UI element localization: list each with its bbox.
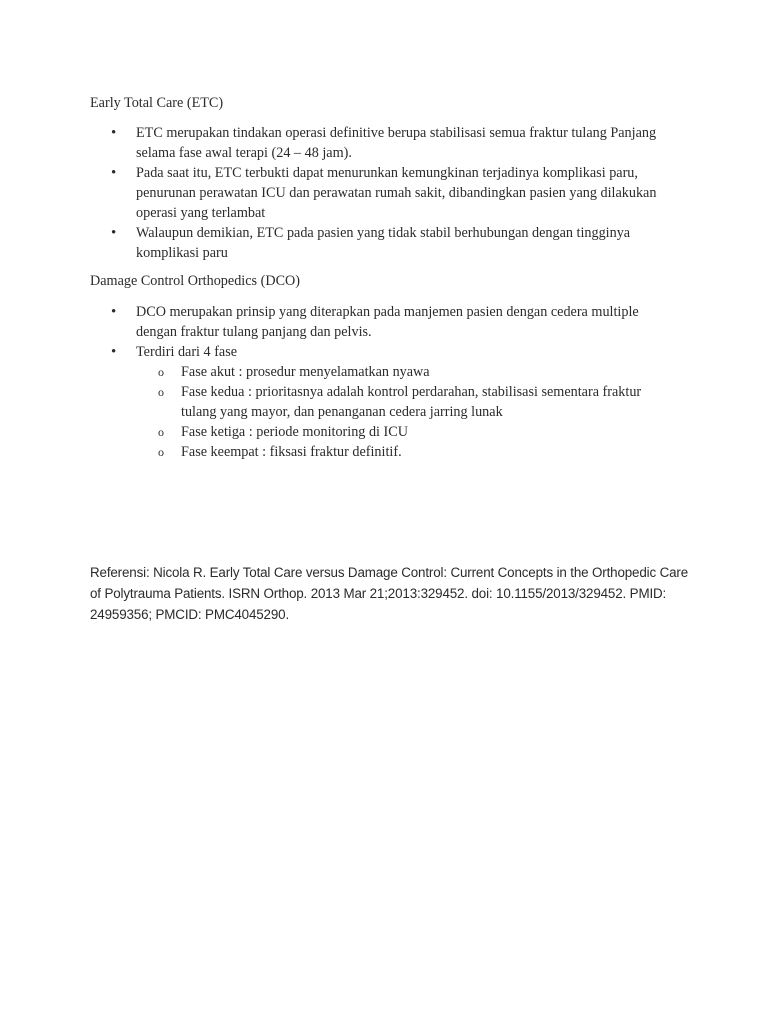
etc-bullet-list xyxy=(90,123,680,263)
list-item: • Pada saat itu, ETC terbukti dapat menurunkan kemungkinan terjadinya komplikasi paru, penurunan perawatan ICU dan perawatan rumah sakit, dibandingkan pasien yang dilakukan operasi yang terlambat xyxy=(90,163,680,223)
list-item xyxy=(90,342,680,462)
phase-item: o Fase keempat : fiksasi fraktur definitif. xyxy=(136,442,680,462)
dco-heading: Damage Control Orthopedics (DCO) xyxy=(90,273,301,289)
list-item: • Walaupun demikian, ETC pada pasien yang tidak stabil berhubungan dengan tingginya komplikasi paru xyxy=(90,223,680,263)
list-item-label: Terdiri dari 4 fase xyxy=(136,344,238,360)
phase-item: o Fase kedua : prioritasnya adalah kontrol perdarahan, stabilisasi sementara fraktur tulang yang mayor, dan penanganan cedera jarring lunak xyxy=(136,382,680,422)
phase-list xyxy=(136,362,680,462)
list-item: • ETC merupakan tindakan operasi definitive berupa stabilisasi semua fraktur tulang Panjang selama fase awal terapi (24 – 48 jam). xyxy=(90,123,680,163)
dco-bullet-list xyxy=(90,302,680,462)
phase-item: o Fase ketiga : periode monitoring di ICU xyxy=(136,422,680,442)
reference-text: Referensi: Nicola R. Early Total Care versus Damage Control: Current Concepts in the Orthopedic Care of Polytrauma Patients. ISRN Orthop. 2013 Mar 21;2013:329452. doi: 10.1155/2013/329452. PMID: 24959356; PMCID: PMC4045290. xyxy=(90,565,689,622)
etc-heading: Early Total Care (ETC) xyxy=(90,95,224,111)
phase-item: o Fase akut : prosedur menyelamatkan nyawa xyxy=(136,362,680,382)
list-item: • DCO merupakan prinsip yang diterapkan pada manjemen pasien dengan cedera multiple dengan fraktur tulang panjang dan pelvis. xyxy=(90,302,680,342)
